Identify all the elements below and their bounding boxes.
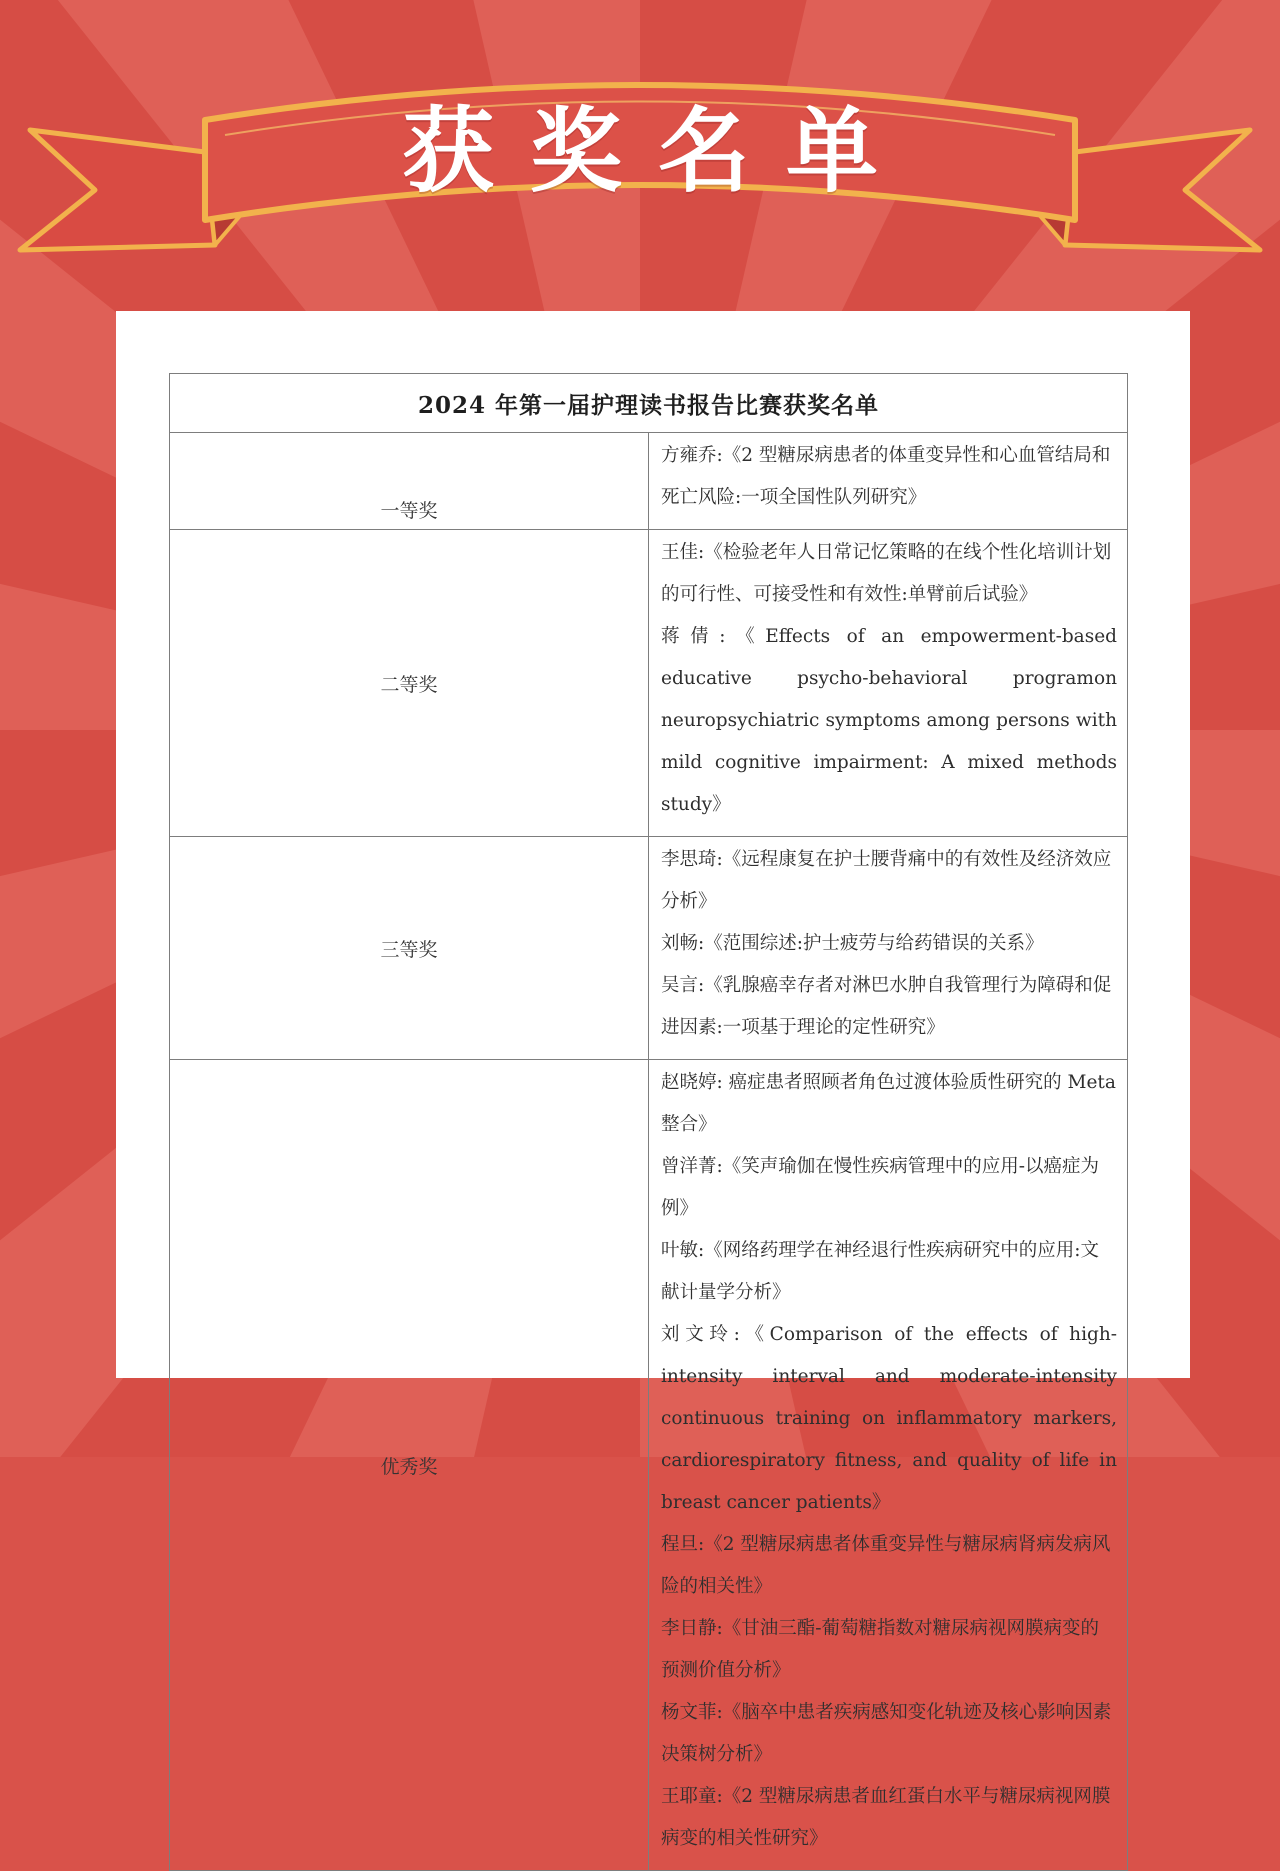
award-entry: 李思琦:《远程康复在护士腰背痛中的有效性及经济效应分析》 bbox=[661, 849, 1112, 912]
entries-excellence-prize bbox=[649, 1060, 1128, 1871]
award-table bbox=[169, 373, 1128, 1871]
award-entry: 王耶童:《2 型糖尿病患者血红蛋白水平与糖尿病视网膜病变的相关性研究》 bbox=[661, 1786, 1111, 1849]
entries-second-prize bbox=[649, 530, 1128, 837]
award-entry: 方雍乔:《2 型糖尿病患者的体重变异性和心血管结局和死亡风险:一项全国性队列研究》 bbox=[661, 445, 1111, 508]
category-excellence-prize: 优秀奖 bbox=[170, 1060, 649, 1871]
table-row-first-prize bbox=[170, 433, 1128, 530]
category-second-prize: 二等奖 bbox=[170, 530, 649, 837]
award-entry: 程旦:《2 型糖尿病患者体重变异性与糖尿病肾病发病风险的相关性》 bbox=[661, 1534, 1111, 1597]
category-third-prize: 三等奖 bbox=[170, 837, 649, 1060]
award-entry: 杨文菲:《脑卒中患者疾病感知变化轨迹及核心影响因素决策树分析》 bbox=[661, 1702, 1112, 1765]
award-entry: 吴言:《乳腺癌幸存者对淋巴水肿自我管理行为障碍和促进因素:一项基于理论的定性研究》 bbox=[661, 975, 1112, 1038]
award-entry: 赵晓婷: 癌症患者照顾者角色过渡体验质性研究的 Meta 整合》 bbox=[661, 1072, 1116, 1135]
table-row-excellence-prize bbox=[170, 1060, 1128, 1871]
award-entry: 刘文玲:《Comparison of the effects of high-intensity interval and moderate-intensity continuous training on inflammatory markers, cardiorespiratory fitness, and quality of life in breast cancer patients》 bbox=[661, 1324, 1117, 1513]
table-row-second-prize bbox=[170, 530, 1128, 837]
award-entry: 叶敏:《网络药理学在神经退行性疾病研究中的应用:文献计量学分析》 bbox=[661, 1240, 1099, 1303]
entries-first-prize bbox=[649, 433, 1128, 530]
award-entry: 王佳:《检验老年人日常记忆策略的在线个性化培训计划的可行性、可接受性和有效性:单臂前后试验》 bbox=[661, 542, 1112, 605]
banner-title: 获奖名单 bbox=[401, 98, 914, 205]
award-entry: 刘畅:《范围综述:护士疲劳与给药错误的关系》 bbox=[661, 933, 1044, 954]
award-entry: 李日静:《甘油三酯-葡萄糖指数对糖尿病视网膜病变的预测价值分析》 bbox=[661, 1618, 1099, 1681]
table-row-third-prize bbox=[170, 837, 1128, 1060]
award-entry: 曾洋菁:《笑声瑜伽在慢性疾病管理中的应用-以癌症为例》 bbox=[661, 1156, 1099, 1219]
award-list-paper bbox=[116, 311, 1190, 1849]
category-first-prize: 一等奖 bbox=[170, 433, 649, 530]
entries-third-prize bbox=[649, 837, 1128, 1060]
award-entry: 蒋倩:《Effects of an empowerment-based educative psycho-behavioral programon neuropsychiatric symptoms among persons with mild cognitive impairment: A mixed methods study》 bbox=[661, 626, 1117, 815]
table-title: 2024 年第一届护理读书报告比赛获奖名单 bbox=[170, 374, 1128, 433]
